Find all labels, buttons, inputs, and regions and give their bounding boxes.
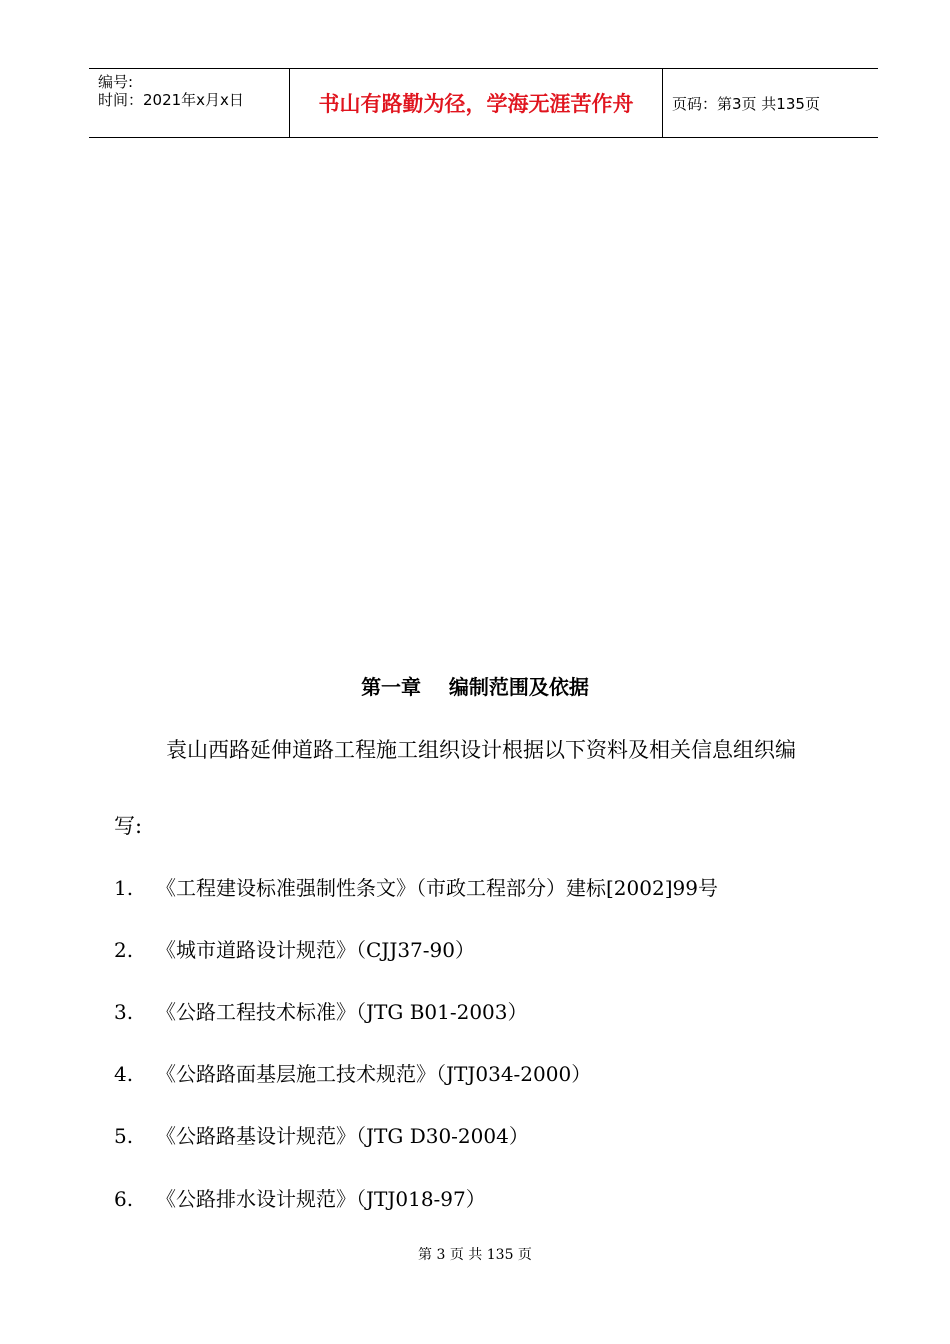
header-page-label: 页码：第3页 共135页 — [672, 95, 820, 113]
reference-text: 《公路工程技术标准》（JTG B01-2003） — [156, 1000, 528, 1024]
reference-item — [114, 1060, 591, 1088]
reference-item — [114, 998, 528, 1026]
intro-line-1: 袁山西路延伸道路工程施工组织设计根据以下资料及相关信息组织编 — [166, 738, 796, 762]
reference-text: 《工程建设标准强制性条文》（市政工程部分）建标[2002]99号 — [156, 876, 718, 900]
page-header — [89, 68, 878, 138]
serial-label: 编号: — [98, 73, 134, 91]
reference-text: 《公路路面基层施工技术规范》（JTJ034-2000） — [156, 1062, 592, 1086]
reference-number: 3. — [114, 1000, 134, 1024]
reference-number: 2. — [114, 938, 134, 962]
date-label: 时间：2021年x月x日 — [98, 91, 244, 109]
header-info-cell — [89, 69, 290, 137]
reference-number: 5. — [114, 1124, 134, 1148]
reference-number: 4. — [114, 1062, 134, 1086]
intro-line-2: 写: — [114, 814, 143, 838]
header-motto: 书山有路勤为径，学海无涯苦作舟 — [318, 92, 634, 116]
header-page-cell — [663, 69, 878, 137]
reference-item — [114, 874, 718, 902]
header-motto-cell — [290, 69, 663, 137]
chapter-title: 第一章 编制范围及依据 — [361, 675, 589, 699]
reference-text: 《公路路基设计规范》（JTG D30-2004） — [156, 1124, 529, 1148]
reference-number: 6. — [114, 1187, 134, 1211]
reference-item — [114, 1185, 486, 1213]
reference-number: 1. — [114, 876, 134, 900]
page-footer: 第 3 页 共 135 页 — [418, 1247, 532, 1263]
reference-item — [114, 1122, 529, 1150]
reference-item — [114, 936, 475, 964]
reference-text: 《城市道路设计规范》（CJJ37-90） — [156, 938, 475, 962]
reference-text: 《公路排水设计规范》（JTJ018-97） — [156, 1187, 486, 1211]
